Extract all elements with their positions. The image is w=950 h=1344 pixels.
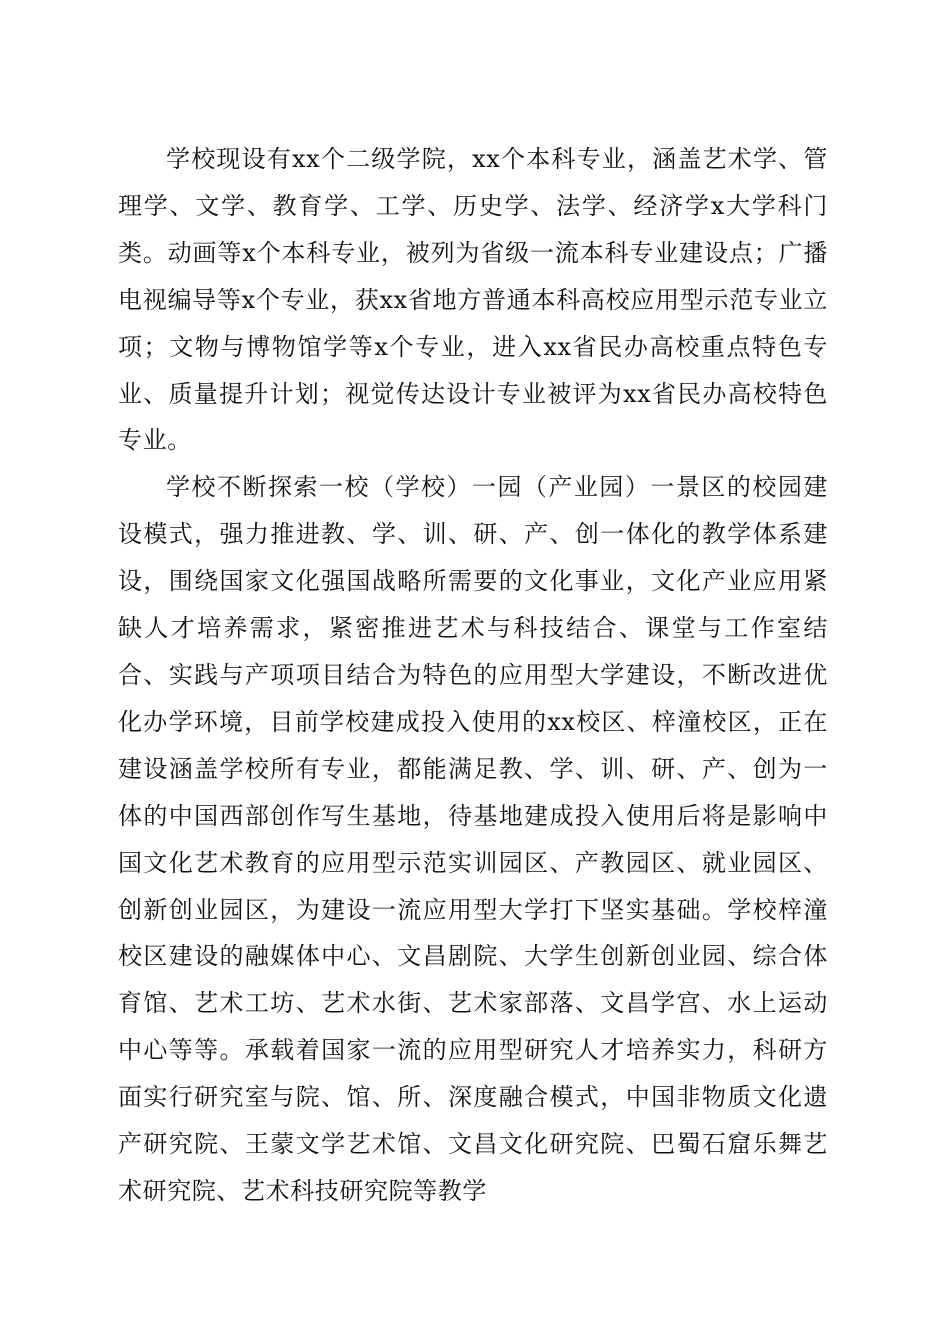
paragraph-campus-construction: 学校不断探索一校（学校）一园（产业园）一景区的校园建设模式，强力推进教、学、训、研、产、创一体化的教学体系建设，围绕国家文化强国战略所需要的文化事业，文化产业应用紧缺人才培养需求，紧密推进艺术与科技结合、课堂与工作室结合、实践与产项项目结合为特色的应用型大学建设，不断改进优化办学环境，目前学校建成投入使用的xx校区、梓潼校区，正在建设涵盖学校所有专业，都能满足教、学、训、研、产、创为一体的中国西部创作写生基地，待基地建成投入使用后将是影响中国文化艺术教育的应用型示范实训园区、产教园区、就业园区、创新创业园区，为建设一流应用型大学打下坚实基础。学校梓潼校区建设的融媒体中心、文昌剧院、大学生创新创业园、综合体育馆、艺术工坊、艺术水街、艺术家部落、文昌学宫、水上运动中心等等。承载着国家一流的应用型研究人才培养实力，科研方面实行研究室与院、馆、所、深度融合模式，中国非物质文化遗产研究院、王蒙文学艺术馆、文昌文化研究院、巴蜀石窟乐舞艺术研究院、艺术科技研究院等教学	[118, 473, 828, 1205]
document-body	[118, 136, 828, 1215]
paragraph-programs: 学校现设有xx个二级学院，xx个本科专业，涵盖艺术学、管理学、文学、教育学、工学、历史学、法学、经济学x大学科门类。动画等x个本科专业，被列为省级一流本科专业建设点；广播电视编导等x个专业，获xx省地方普通本科高校应用型示范专业立项；文物与博物馆学等x个专业，进入xx省民办高校重点特色专业、质量提升计划；视觉传达设计专业被评为xx省民办高校特色专业。	[118, 145, 828, 455]
